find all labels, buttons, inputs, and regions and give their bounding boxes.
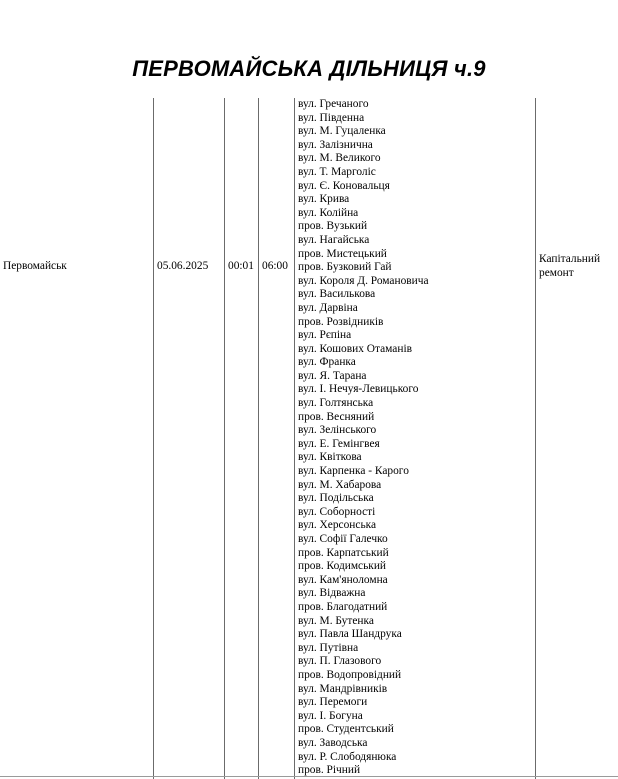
- street-item: вул. М. Великого: [298, 152, 381, 165]
- reason-cell: [539, 253, 600, 280]
- street-item: вул. Соборності: [298, 505, 376, 518]
- street-item: вул. Софії Галечко: [298, 533, 388, 545]
- street-item: вул. П. Глазового: [298, 655, 382, 668]
- street-item: вул. Перемоги: [298, 696, 368, 709]
- street-item: вул. І. Нечуя-Левицького: [298, 383, 419, 396]
- street-item: вул. Крива: [298, 193, 350, 206]
- street-item: пров. Весняний: [298, 410, 375, 423]
- street-item: вул. Павла Шандрука: [298, 628, 402, 641]
- column-divider: [153, 98, 154, 779]
- street-item: вул. Путівна: [298, 641, 359, 654]
- column-divider: [258, 98, 259, 779]
- street-item: вул. Колійна: [298, 206, 359, 219]
- street-item: вул. І. Богуна: [298, 709, 363, 722]
- street-item: вул. Зелінського: [298, 424, 377, 437]
- street-item: пров. Бузковий Гай: [298, 261, 392, 274]
- street-item: вул. Квіткова: [298, 451, 362, 464]
- column-divider: [535, 98, 536, 779]
- street-item: вул. Є. Коновальця: [298, 179, 390, 192]
- street-item: вул. Херсонська: [298, 519, 377, 532]
- street-item: пров. Карпатський: [298, 546, 389, 559]
- column-divider: [224, 98, 225, 779]
- outage-table: [0, 98, 618, 779]
- street-item: вул. Кам'яноломна: [298, 573, 388, 586]
- street-item: вул. М. Бутенка: [298, 614, 374, 627]
- street-item: вул. Голтянська: [298, 397, 374, 410]
- street-item: пров. Благодатний: [298, 600, 388, 613]
- column-divider: [294, 98, 295, 779]
- street-item: вул. Дарвіна: [298, 301, 358, 314]
- street-item: вул. Нагайська: [298, 233, 370, 246]
- street-item: вул. Василькова: [298, 288, 376, 301]
- street-item: пров. Студентський: [298, 723, 394, 736]
- reason-line: ремонт: [539, 266, 574, 279]
- street-item: пров. Розвідників: [298, 315, 384, 328]
- street-item: вул. Р. Слободянюка: [298, 750, 397, 763]
- street-list: [298, 98, 429, 778]
- street-item: пров. Річний: [298, 764, 361, 777]
- street-item: вул. Карпенка - Карого: [298, 465, 409, 478]
- street-item: пров. Кодимський: [298, 560, 387, 573]
- street-item: вул. Е. Гемінгвея: [298, 437, 380, 450]
- street-item: вул. М. Гуцаленка: [298, 125, 386, 138]
- street-item: вул. Короля Д. Романовича: [298, 274, 429, 287]
- street-item: вул. Рєпіна: [298, 329, 352, 342]
- time-to-cell: 06:00: [262, 260, 288, 272]
- locality-cell: Первомайськ: [3, 260, 67, 272]
- street-item: вул. Я. Тарана: [298, 369, 367, 382]
- street-item: вул. Заводська: [298, 736, 368, 749]
- time-from-cell: 00:01: [228, 260, 254, 272]
- street-item: пров. Мистецький: [298, 247, 387, 260]
- street-item: вул. Південна: [298, 111, 365, 124]
- street-item: вул. М. Хабарова: [298, 478, 382, 491]
- page-title: ПЕРВОМАЙСЬКА ДІЛЬНИЦЯ ч.9: [132, 56, 486, 81]
- table-bottom-border: [0, 776, 618, 777]
- street-item: пров. Водопровідний: [298, 668, 402, 681]
- street-item: вул. Залізнична: [298, 138, 373, 151]
- date-cell: 05.06.2025: [157, 260, 209, 272]
- street-item: вул. Відважна: [298, 587, 366, 600]
- street-item: пров. Вузький: [298, 220, 368, 233]
- street-item: вул. Т. Марголіс: [298, 165, 376, 178]
- street-item: вул. Кошових Отаманів: [298, 342, 412, 355]
- street-item: вул. Франка: [298, 356, 356, 369]
- street-item: вул. Подільська: [298, 492, 374, 505]
- reason-line: Капітальний: [539, 253, 601, 265]
- street-item: вул. Гречаного: [298, 98, 369, 110]
- street-item: вул. Мандрівників: [298, 682, 388, 695]
